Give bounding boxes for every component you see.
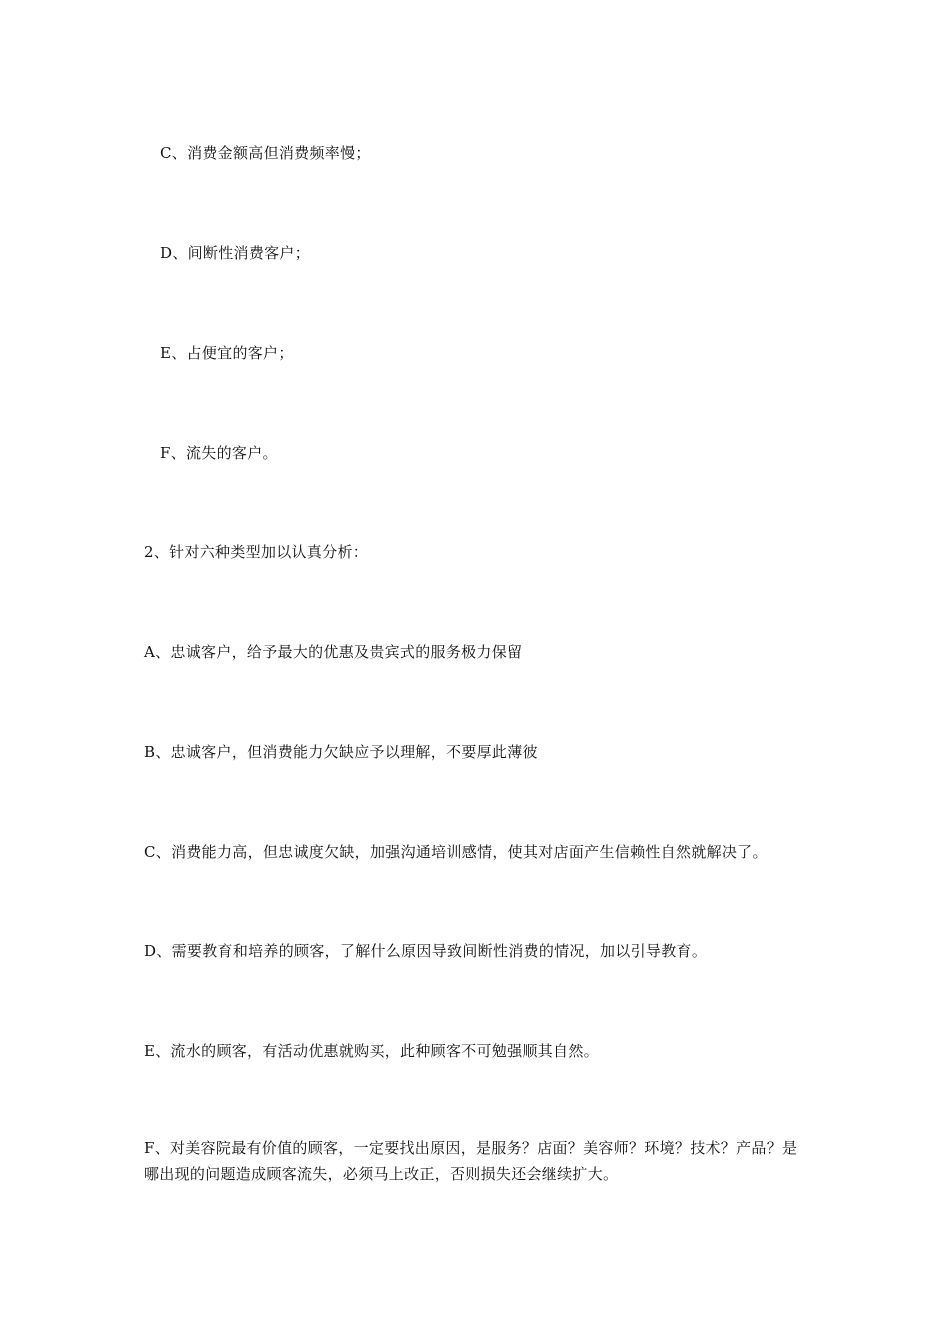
analysis-item-c: C、消费能力高，但忠诚度欠缺，加强沟通培训感情，使其对店面产生信赖性自然就解决了。 [144,843,768,861]
analysis-item-e: E、流水的顾客，有活动优惠就购买，此种顾客不可勉强顺其自然。 [144,1042,599,1060]
list-item-d-intermittent-customer: D、间断性消费客户； [160,244,311,262]
section-heading-analysis: 2、针对六种类型加以认真分析： [144,543,369,561]
list-item-e-bargain-customer: E、占便宜的客户； [160,344,294,362]
list-item-f-lost-customer: F、流失的客户。 [160,444,278,462]
analysis-item-a: A、忠诚客户，给予最大的优惠及贵宾式的服务极力保留 [144,643,523,661]
analysis-item-b: B、忠诚客户，但消费能力欠缺应予以理解，不要厚此薄彼 [144,743,538,761]
analysis-item-d: D、需要教育和培养的顾客，了解什么原因导致间断性消费的情况，加以引导教育。 [144,942,708,960]
analysis-item-f: F、对美容院最有价值的顾客，一定要找出原因，是服务？店面？美容师？环境？技术？产品？是哪出现的问题造成顾客流失，必须马上改正，否则损失还会继续扩大。 [144,1139,798,1183]
list-item-c-high-spend-low-frequency: C、消费金额高但消费频率慢； [160,144,371,162]
